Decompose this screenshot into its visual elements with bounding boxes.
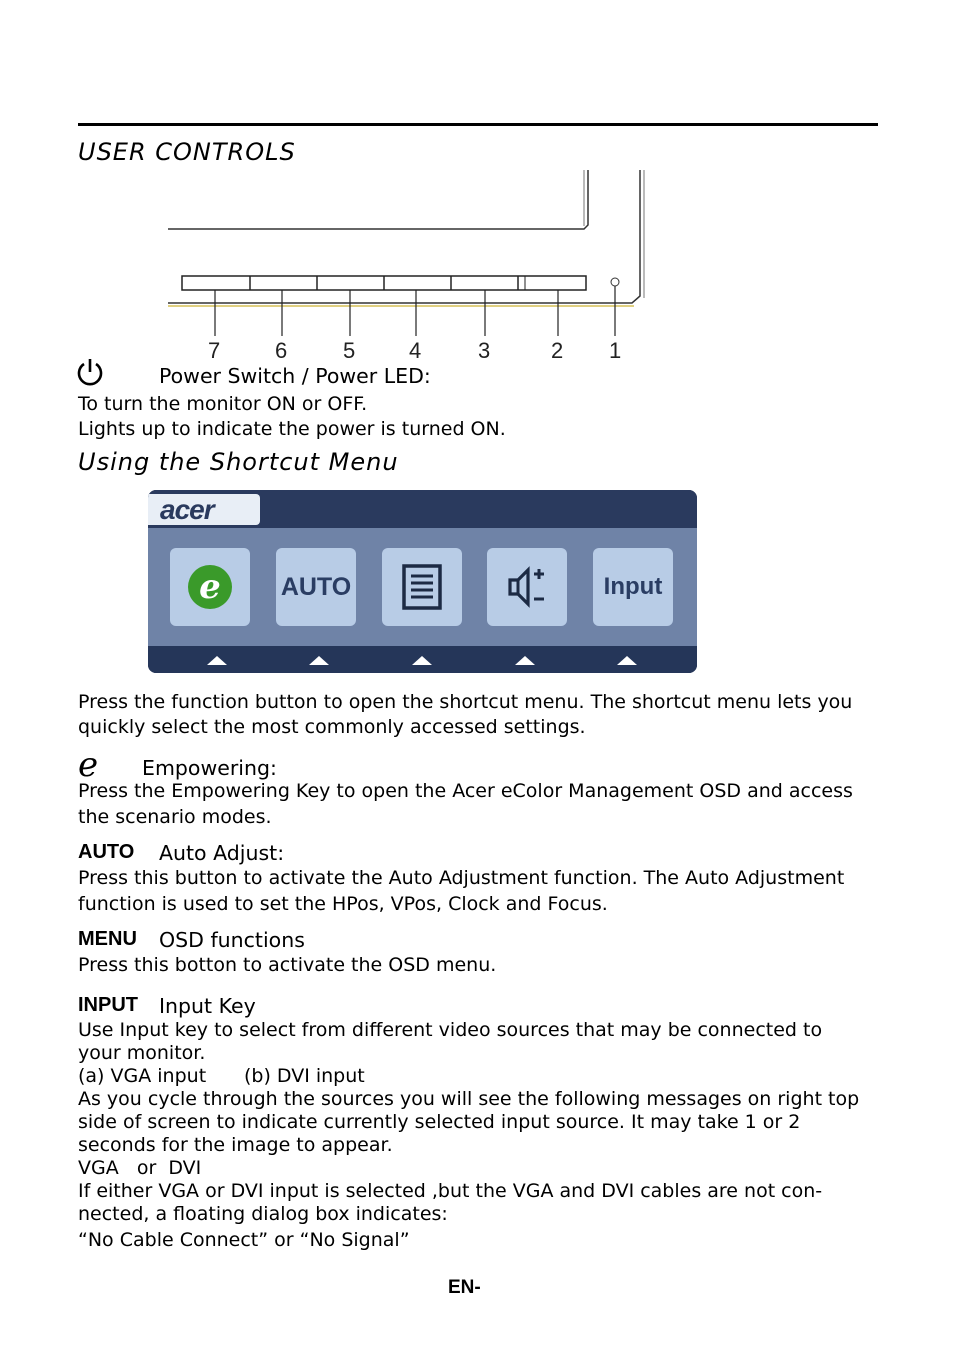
shortcut-menu-panel	[148, 490, 697, 673]
auto-desc-1: Press this button to activate the Auto Adjustment function. The Auto Adjustment	[78, 867, 845, 889]
empowering-e-icon	[76, 750, 112, 780]
input-desc-10: “No Cable Connect” or “No Signal”	[78, 1229, 410, 1251]
input-desc-4: As you cycle through the sources you will see the following messages on right top	[78, 1088, 860, 1110]
callout-number: 7	[208, 338, 221, 363]
input-desc-6: seconds for the image to appear.	[78, 1134, 393, 1156]
callout-number: 3	[478, 338, 491, 363]
input-dvi: (b) DVI input	[244, 1065, 365, 1087]
callout-number: 1	[609, 338, 622, 363]
svg-text:acer: acer	[160, 497, 214, 523]
menu-header	[148, 490, 697, 528]
empowering-desc-1: Press the Empowering Key to open the Acer eColor Management OSD and access	[78, 780, 853, 802]
up-arrow-icon	[617, 656, 637, 665]
callout-number: 4	[409, 338, 422, 363]
menu-desc-1: Press this botton to activate the OSD menu.	[78, 954, 497, 976]
input-button[interactable]: Input	[593, 548, 673, 626]
menu-key: MENU	[78, 928, 137, 950]
section-title: USER CONTROLS	[78, 138, 296, 166]
up-arrow-icon	[309, 656, 329, 665]
power-icon	[76, 358, 104, 388]
power-desc-1: To turn the monitor ON or OFF.	[78, 393, 368, 415]
up-arrow-icon	[515, 656, 535, 665]
input-key: INPUT	[78, 994, 138, 1016]
empowering-button[interactable]	[170, 548, 250, 626]
empowering-desc-2: the scenario modes.	[78, 806, 272, 828]
svg-text:e: e	[78, 750, 99, 780]
top-rule	[78, 123, 878, 126]
power-desc-2: Lights up to indicate the power is turned ON.	[78, 418, 506, 440]
auto-key: AUTO	[78, 841, 135, 863]
menu-label: OSD functions	[159, 928, 305, 952]
acer-logo	[160, 497, 260, 523]
intro-line-2: quickly select the most commonly accessed settings.	[78, 716, 586, 738]
menu-icon	[400, 564, 444, 610]
input-desc-5: side of screen to indicate currently selected input source. It may take 1 or 2	[78, 1111, 801, 1133]
svg-text:e: e	[199, 567, 221, 607]
power-label: Power Switch / Power LED:	[159, 364, 431, 388]
intro-line-1: Press the function button to open the shortcut menu. The shortcut menu lets you	[78, 691, 853, 713]
empowering-icon	[185, 562, 235, 612]
input-desc-1: Use Input key to select from different video sources that may be connected to	[78, 1019, 823, 1041]
input-label: Input Key	[159, 994, 256, 1018]
volume-button[interactable]	[487, 548, 567, 626]
shortcut-heading: Using the Shortcut Menu	[78, 448, 399, 476]
input-desc-9: nected, a floating dialog box indicates:	[78, 1203, 448, 1225]
volume-icon	[502, 564, 552, 610]
empowering-label: Empowering:	[142, 756, 277, 780]
input-desc-2: your monitor.	[78, 1042, 206, 1064]
input-desc-8: If either VGA or DVI input is selected ,but the VGA and DVI cables are not con-	[78, 1180, 823, 1202]
callout-number: 2	[551, 338, 564, 363]
up-arrow-icon	[207, 656, 227, 665]
callout-number: 6	[275, 338, 288, 363]
menu-button[interactable]	[382, 548, 462, 626]
auto-button[interactable]: AUTO	[276, 548, 356, 626]
callout-number: 5	[343, 338, 356, 363]
up-arrow-icon	[412, 656, 432, 665]
input-vga: (a) VGA input	[78, 1065, 207, 1087]
input-desc-7: VGA or DVI	[78, 1157, 202, 1179]
auto-label: Auto Adjust:	[159, 841, 285, 865]
auto-desc-2: function is used to set the HPos, VPos, Clock and Focus.	[78, 893, 608, 915]
page-footer: EN-	[448, 1277, 481, 1298]
